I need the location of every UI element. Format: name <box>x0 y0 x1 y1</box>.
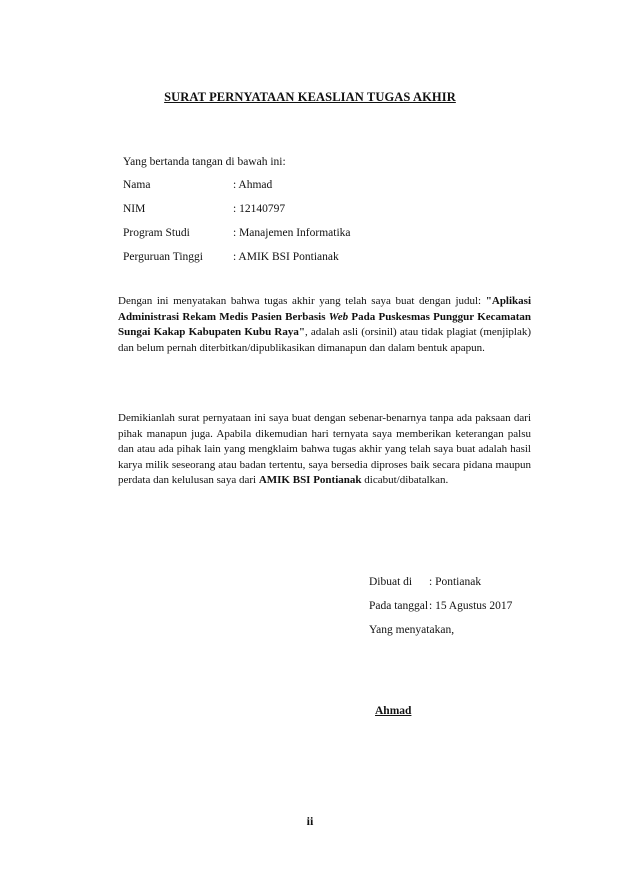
place-value: : Pontianak <box>429 576 482 588</box>
field-value: : 12140797 <box>233 203 286 215</box>
place-label: Dibuat di <box>369 576 413 588</box>
field-row-perguruan-tinggi <box>123 251 351 275</box>
closing-text-2: dicabut/dibatalkan. <box>361 474 449 486</box>
field-value: : Ahmad <box>233 179 273 191</box>
closing-text-1: Demikianlah surat pernyataan ini saya buat dengan sebenar-benarnya tanpa ada paksaan dari pihak manapun juga. Apabila dikemudian hari ternyata saya memberikan keterangan palsu dan atau ada pihak lain yang mengklaim bahwa tugas akhir yang telah saya buat adalah hasil karya milik seseorang atau badan tertentu, saya bersedia diproses baik secara pidana maupun perdata dan kelulusan saya dari <box>118 412 531 486</box>
page-title: SURAT PERNYATAAN KEASLIAN TUGAS AKHIR <box>164 90 456 104</box>
declarant-label: Yang menyatakan, <box>369 624 455 636</box>
field-label: NIM <box>123 203 146 215</box>
statement-paragraph <box>118 294 531 356</box>
declarant-row <box>369 624 512 648</box>
statement-tail: , adalah asli (orsinil) atau tidak plagiat (menjiplak) dan belum pernah diterbitkan/dipublikasikan dimanapun dan dalam bentuk apapun. <box>118 326 532 354</box>
institution-name: AMIK BSI Pontianak <box>258 474 362 486</box>
intro-text: Yang bertanda tangan di bawah ini: <box>123 156 286 168</box>
field-row-nama <box>123 179 351 203</box>
field-value: : AMIK BSI Pontianak <box>233 251 339 263</box>
date-label: Pada tanggal <box>369 600 429 612</box>
field-label: Perguruan Tinggi <box>123 251 203 263</box>
signature-block <box>369 576 512 648</box>
thesis-title-part2: Pada Puskesmas Punggur Kecamatan Sungai Kakap Kabupaten Kubu Raya" <box>118 310 531 338</box>
field-row-nim <box>123 203 351 227</box>
date-row <box>369 600 512 624</box>
signer-name: Ahmad <box>375 705 412 717</box>
date-value: : 15 Agustus 2017 <box>429 600 513 612</box>
field-value: : Manajemen Informatika <box>233 227 351 239</box>
closing-paragraph <box>118 411 531 489</box>
page-number: ii <box>306 814 314 828</box>
statement-lead: Dengan ini menyatakan bahwa tugas akhir yang telah saya buat dengan judul: <box>118 295 482 307</box>
field-row-program-studi <box>123 227 351 251</box>
thesis-title-web: Web <box>328 310 349 323</box>
place-row <box>369 576 512 600</box>
field-label: Program Studi <box>123 227 190 239</box>
field-label: Nama <box>123 179 151 191</box>
thesis-title-part1: "Aplikasi Administrasi Rekam Medis Pasien Berbasis <box>118 295 532 323</box>
identity-fields <box>123 179 351 275</box>
